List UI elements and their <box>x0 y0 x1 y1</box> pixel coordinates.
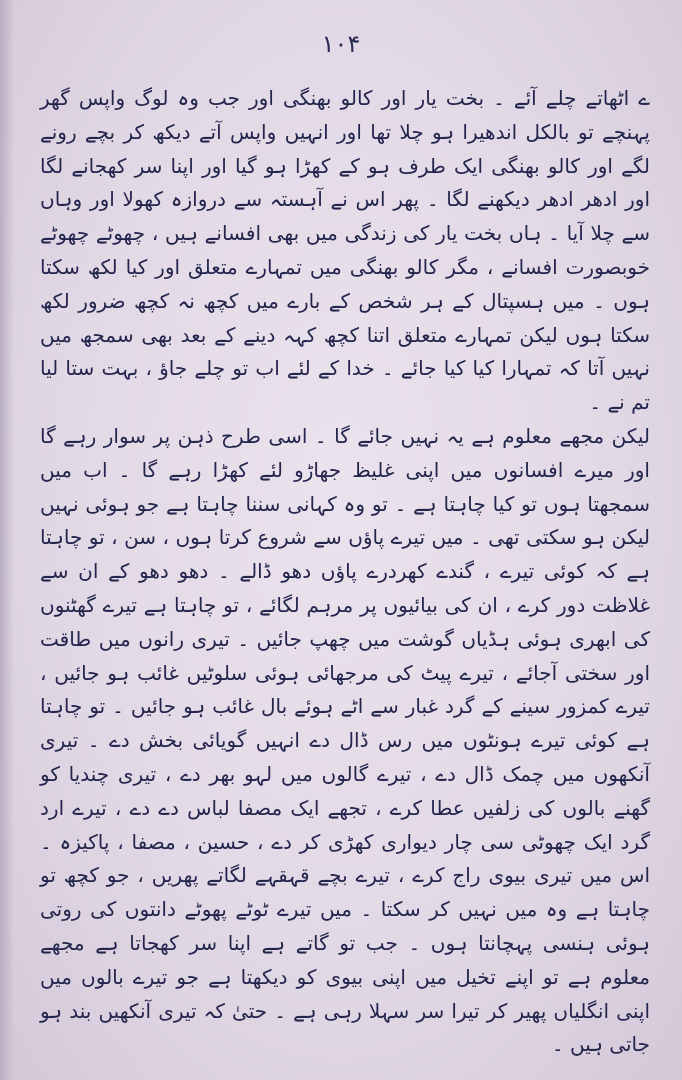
page-number: ۱۰۴ <box>321 30 361 58</box>
paragraph: ے اٹھاتے چلے آئے ۔ بخت یار اور کالو بھنگی اور جب وہ لوگ واپس گھر پہنچے تو بالکل اندھیرا ہو چلا تھا اور انہیں واپس آتے دیکھ کر بچے رونے لگے اور کالو بھنگی ایک طرف ہو کے کھڑا ہو گیا اور اپنا سر کھجانے لگا اور ادھر ادھر دیکھنے لگا ۔ پھر اس نے آہستہ سے دروازہ کھولا اور وہاں سے چلا آیا ۔ ہاں بخت یار کی زندگی میں بھی افسانے ہیں ، چھوٹے چھوٹے خوبصورت افسانے ، مگر کالو بھنگی میں تمہارے متعلق اور کیا لکھ سکتا ہوں ۔ میں ہسپتال کے ہر شخص کے بارے میں کچھ نہ کچھ ضرور لکھ سکتا ہوں لیکن تمہارے متعلق اتنا کچھ کہہ دینے کے بعد بھی سمجھ میں نہیں آتا کہ تمہارا کیا کیا جائے ۔ خدا کے لئے اب تو چلے جاؤ ، بہت ستا لیا تم نے ۔ <box>40 86 650 415</box>
body-text <box>40 82 650 1062</box>
page-edge-shadow <box>0 0 14 1080</box>
paragraph: لیکن مجھے معلوم ہے یہ نہیں جائے گا ۔ اسی طرح ذہن پر سوار رہے گا اور میرے افسانوں میں اپنی غلیظ جھاڑو لئے کھڑا رہے گا ۔ اب میں سمجھتا ہوں تو کیا چاہتا ہے ۔ تو وہ کہانی سننا چاہتا ہے جو ہوئی نہیں لیکن ہو سکتی تھی ۔ میں تیرے پاؤں سے شروع کرتا ہوں ، سن ، تو چاہتا ہے کہ کوئی تیرے ، گندے کھردرے پاؤں دھو ڈالے ۔ دھو دھو کے ان سے غلاظت دور کرے ، ان کی بیائیوں پر مرہم لگائے ، تو چاہتا ہے تیرے گھٹنوں کی ابھری ہوئی ہڈیاں گوشت میں چھپ جائیں ۔ تیری رانوں میں طاقت اور سختی آجائے ، تیرے پیٹ کی مرجھائی ہوئی سلوٹیں غائب ہو جائیں ، تیرے کمزور سینے کے گرد غبار سے اٹے ہوئے بال غائب ہو جائیں ۔ تو چاہتا ہے کوئی تیرے ہونٹوں میں رس ڈال دے انہیں گویائی بخش دے ۔ تیری آنکھوں میں چمک ڈال دے ، تیرے گالوں میں لہو بھر دے ، تیری چندیا کو گھنے بالوں کی زلفیں عطا کرے ، تجھے ایک مصفا لباس دے دے ، تیرے ارد گرد ایک چھوٹی سی چار دیواری کھڑی کر دے ، حسین ، مصفا ، پاکیزہ ۔ اس میں تیری بیوی راج کرے ، تیرے بچے قہقہے لگاتے پھریں ، جو کچھ تو چاہتا ہے وہ میں نہیں کر سکتا ۔ میں تیرے ٹوٹے پھوٹے دانتوں کی روتی ہوئی ہنسی پہچانتا ہوں ۔ جب تو گاتے ہے اپنا سر کھجاتا ہے مجھے معلوم ہے تو اپنے تخیل میں اپنی بیوی کو دیکھتا ہے جو تیرے بالوں میں اپنی انگلیاں پھیر کر تیرا سر سہلا رہی ہے ۔ حتیٰ کہ تیری آنکھیں بند ہو جاتی ہیں ۔ <box>40 423 650 1057</box>
